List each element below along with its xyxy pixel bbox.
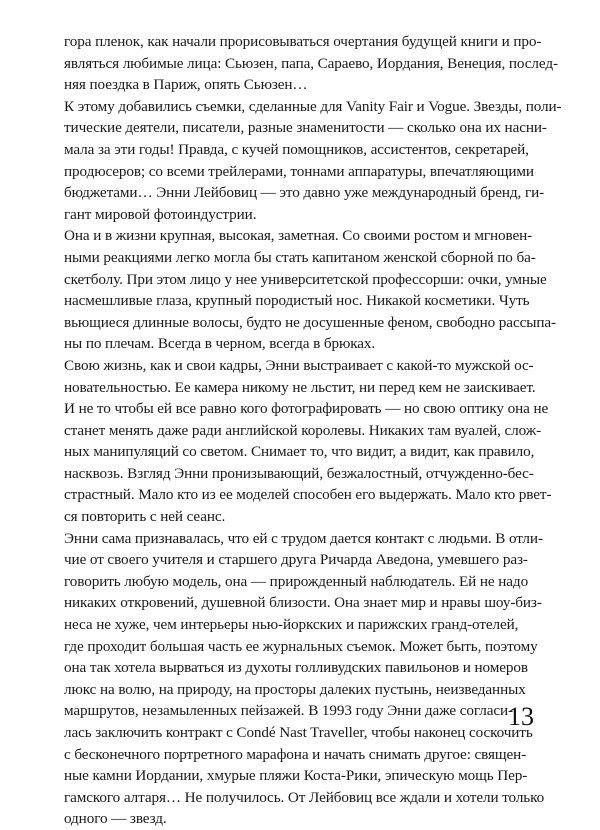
text-line: ны по плечам. Всегда в черном, всегда в брюках. bbox=[64, 335, 376, 353]
text-line: ся повторить с ней сеанс. bbox=[64, 508, 226, 526]
text-line: говорить любую модель, она — прирожденный наблюдатель. Ей не надо bbox=[64, 572, 529, 590]
text-line: Свою жизнь, как и свои кадры, Энни выстраивает с какой-то мужской ос- bbox=[64, 356, 534, 374]
text-line: насмешливые глаза, крупный породистый нос. Никакой косметики. Чуть bbox=[64, 292, 530, 310]
text-line: новательностью. Ее камера никому не льстит, ни перед кем не заискивает. bbox=[64, 378, 536, 396]
text-line: мала за эти годы! Правда, с кучей помощников, ассистентов, секретарей, bbox=[64, 140, 529, 158]
text-line: Энни сама признавалась, что ей с трудом дается контакт с людьми. В отли- bbox=[64, 529, 543, 547]
text-line: продюсеров; со всеми трейлерами, тоннами аппаратуры, впечатляющими bbox=[64, 162, 534, 180]
text-line: гамского алтаря… Не получилось. От Лейбовиц все ждали и хотели только bbox=[64, 788, 545, 806]
text-line: бюджетами… Энни Лейбовиц — это давно уже международный бренд, ги- bbox=[64, 184, 545, 202]
text-line: И не то чтобы ей все равно кого фотографировать — но свою оптику она не bbox=[64, 400, 549, 418]
text-line: ные камни Иордании, хмурые пляжи Коста-Рики, эпическую мощь Пер- bbox=[64, 767, 528, 785]
paragraph-3 bbox=[64, 225, 556, 355]
text-line: с бесконечного портретного марафона и начать снимать другое: священ- bbox=[64, 745, 527, 763]
text-line: ными реакциями легко могла бы стать капитаном женской сборной по ба- bbox=[64, 248, 536, 266]
text-line: никаких откровений, душевной близости. Она знает мир и нравы шоу-биз- bbox=[64, 594, 542, 612]
text-line: люкс на волю, на природу, на просторы далеких пустынь, неизведанных bbox=[64, 680, 526, 698]
text-line: одного — звезд. bbox=[64, 810, 167, 828]
text-line: являться любимые лица: Сьюзен, папа, Сараево, Иордания, Венеция, послед- bbox=[64, 54, 558, 72]
text-line: где проходит большая часть ее журнальных съемок. Может быть, поэтому bbox=[64, 637, 538, 655]
text-line: тические деятели, писатели, разные знаменитости — сколько она их насни- bbox=[64, 119, 547, 137]
text-line: страстный. Мало кто из ее моделей способен его выдержать. Мало кто рвет- bbox=[64, 486, 552, 504]
text-line: гант мировой фотоиндустрии. bbox=[64, 205, 257, 223]
text-line: она так хотела вырваться из духоты голливудских павильонов и номеров bbox=[64, 659, 528, 677]
text-line: гора пленок, как начали прорисовываться очертания будущей книги и про- bbox=[64, 33, 542, 50]
page-number: 13 bbox=[508, 702, 534, 731]
text-line: насквозь. Взгляд Энни пронизывающий, безжалостный, отчужденно-бес- bbox=[64, 464, 534, 482]
text-line: К этому добавились съемки, сделанные для Vanity Fair и Vogue. Звезды, поли- bbox=[64, 97, 562, 115]
text-line: станет менять даже ради английской королевы. Никаких там вуалей, слож- bbox=[64, 421, 542, 439]
text-line: чие от своего учителя и старшего друга Ричарда Аведона, умевшего раз- bbox=[64, 551, 528, 569]
paragraph-1 bbox=[64, 31, 558, 96]
paragraph-4 bbox=[64, 355, 552, 528]
paragraph-2 bbox=[64, 96, 562, 226]
text-line: лась заключить контракт с Condé Nast Traveller, чтобы наконец соскочить bbox=[64, 724, 533, 741]
text-line: ных манипуляций со светом. Снимает то, что видит, а видит, как правило, bbox=[64, 443, 535, 461]
text-line: скетболу. При этом лицо у нее университетской профессорши: очки, умные bbox=[64, 270, 547, 288]
text-line: маршрутов, незамыленных пейзажей. В 1993 году Энни даже согласи- bbox=[64, 702, 513, 720]
text-line: няя поездка в Париж, опять Сьюзен… bbox=[64, 76, 308, 94]
text-line: Она и в жизни крупная, высокая, заметная. Со своими ростом и мгновен- bbox=[64, 227, 533, 245]
text-line: неса не хуже, чем интерьеры нью-йоркских и парижских гранд-отелей, bbox=[64, 616, 519, 634]
text-line: вьющиеся длинные волосы, будто не досушенные феном, свободно рассыпа- bbox=[64, 313, 556, 331]
